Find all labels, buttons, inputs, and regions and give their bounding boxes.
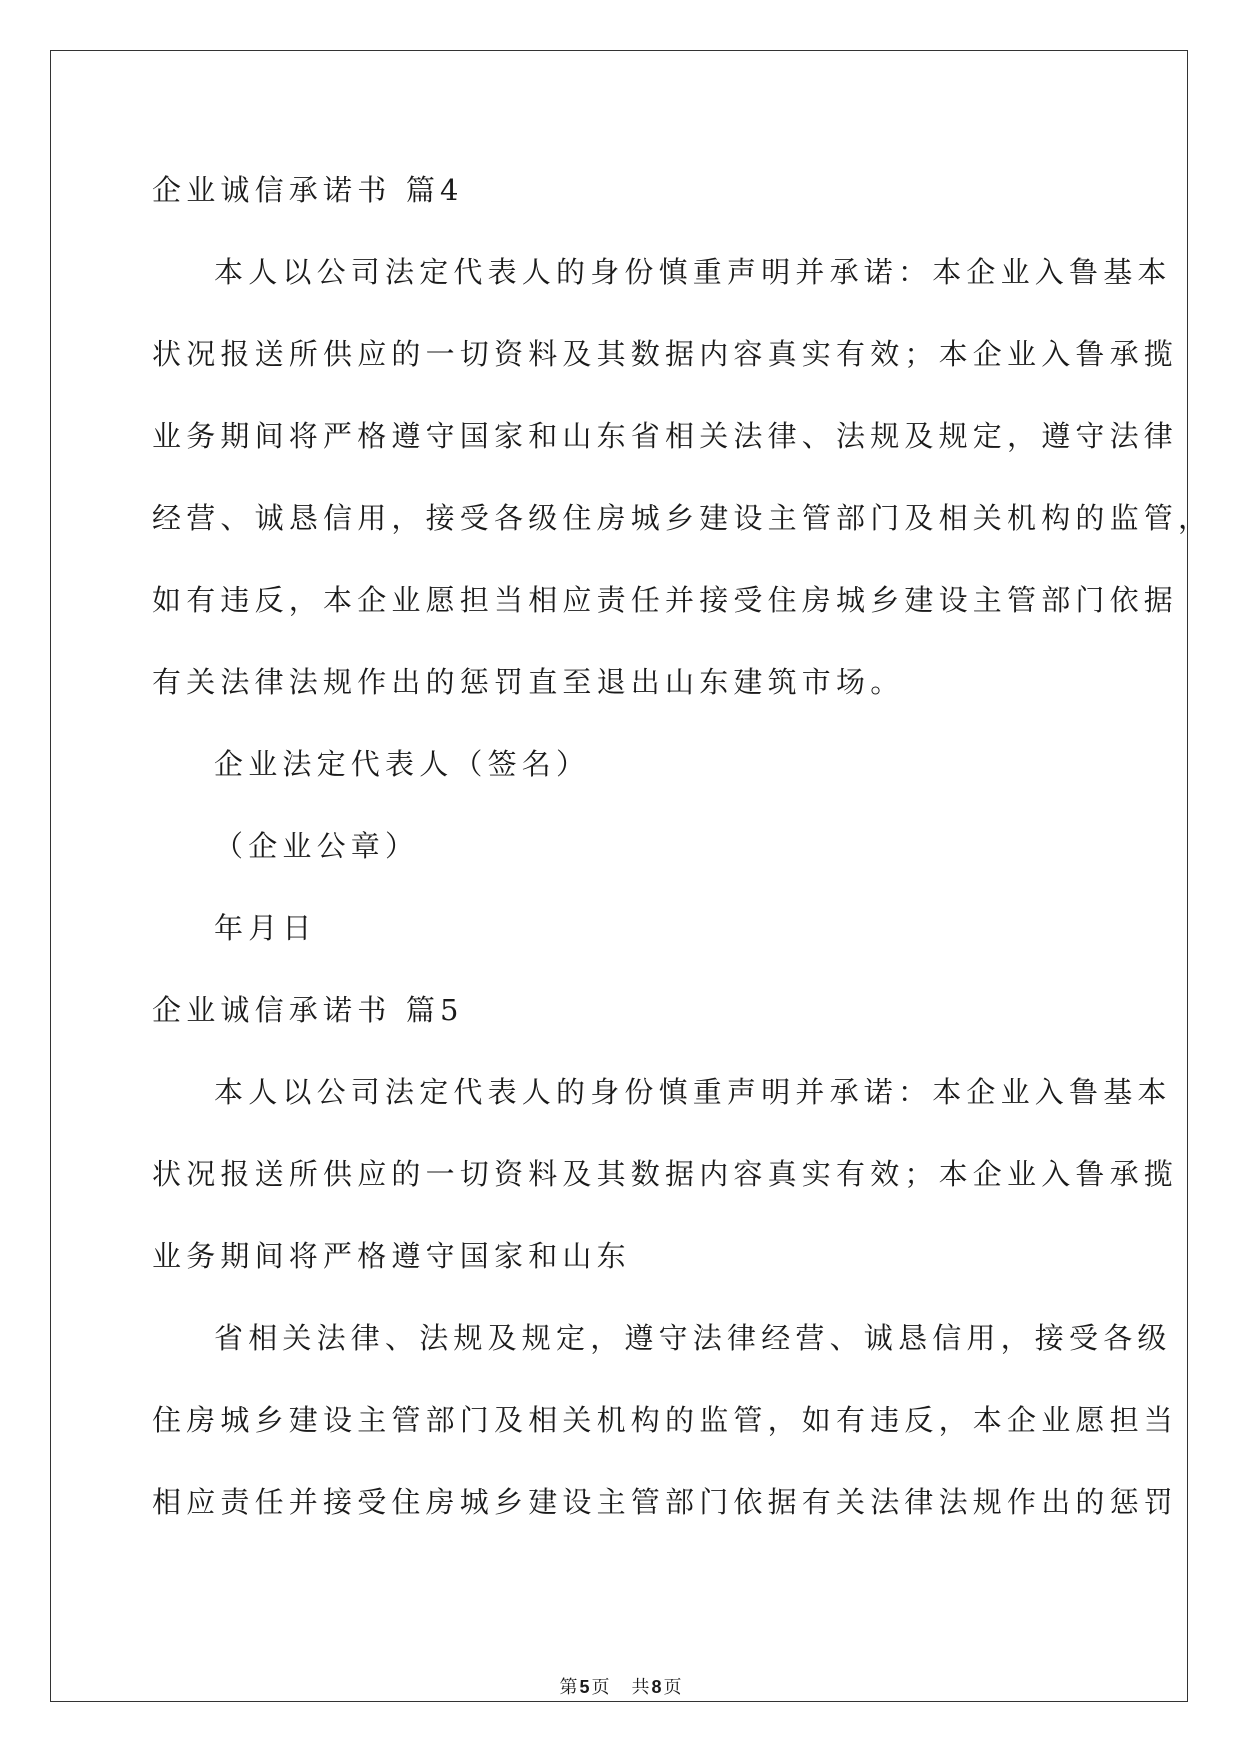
page-footer xyxy=(0,1676,1241,1699)
paragraph-line: 状况报送所供应的一切资料及其数据内容真实有效；本企业入鲁承揽 xyxy=(152,1157,1179,1191)
total-page-number: 8 xyxy=(651,1677,662,1697)
paragraph-line: 本人以公司法定代表人的身份慎重声明并承诺：本企业入鲁基本 xyxy=(214,1075,1172,1109)
paragraph-line: 本人以公司法定代表人的身份慎重声明并承诺：本企业入鲁基本 xyxy=(214,255,1172,289)
page-prefix: 第 xyxy=(559,1677,578,1698)
page-border xyxy=(50,50,1188,1702)
total-suffix: 页 xyxy=(663,1677,682,1698)
date-line: 年月日 xyxy=(214,911,317,945)
paragraph-line: 相应责任并接受住房城乡建设主管部门依据有关法律法规作出的惩罚 xyxy=(152,1485,1179,1519)
paragraph-line: 状况报送所供应的一切资料及其数据内容真实有效；本企业入鲁承揽 xyxy=(152,337,1179,371)
total-prefix: 共 xyxy=(631,1677,650,1698)
section-heading-4: 企业诚信承诺书 篇4 xyxy=(152,173,464,207)
paragraph-line: 业务期间将严格遵守国家和山东省相关法律、法规及规定，遵守法律 xyxy=(152,419,1179,453)
signature-line: 企业法定代表人（签名） xyxy=(214,747,591,781)
paragraph-line: 业务期间将严格遵守国家和山东 xyxy=(152,1239,631,1273)
page-suffix: 页 xyxy=(591,1677,610,1698)
paragraph-line: 省相关法律、法规及规定，遵守法律经营、诚恳信用，接受各级 xyxy=(214,1321,1172,1355)
paragraph-line: 住房城乡建设主管部门及相关机构的监管，如有违反，本企业愿担当 xyxy=(152,1403,1179,1437)
seal-line: （企业公章） xyxy=(214,829,420,863)
paragraph-line: 经营、诚恳信用，接受各级住房城乡建设主管部门及相关机构的监管， xyxy=(152,501,1213,535)
section-heading-5: 企业诚信承诺书 篇5 xyxy=(152,993,464,1027)
paragraph-line: 如有违反，本企业愿担当相应责任并接受住房城乡建设主管部门依据 xyxy=(152,583,1179,617)
current-page-number: 5 xyxy=(579,1677,590,1697)
paragraph-line: 有关法律法规作出的惩罚直至退出山东建筑市场。 xyxy=(152,665,905,699)
